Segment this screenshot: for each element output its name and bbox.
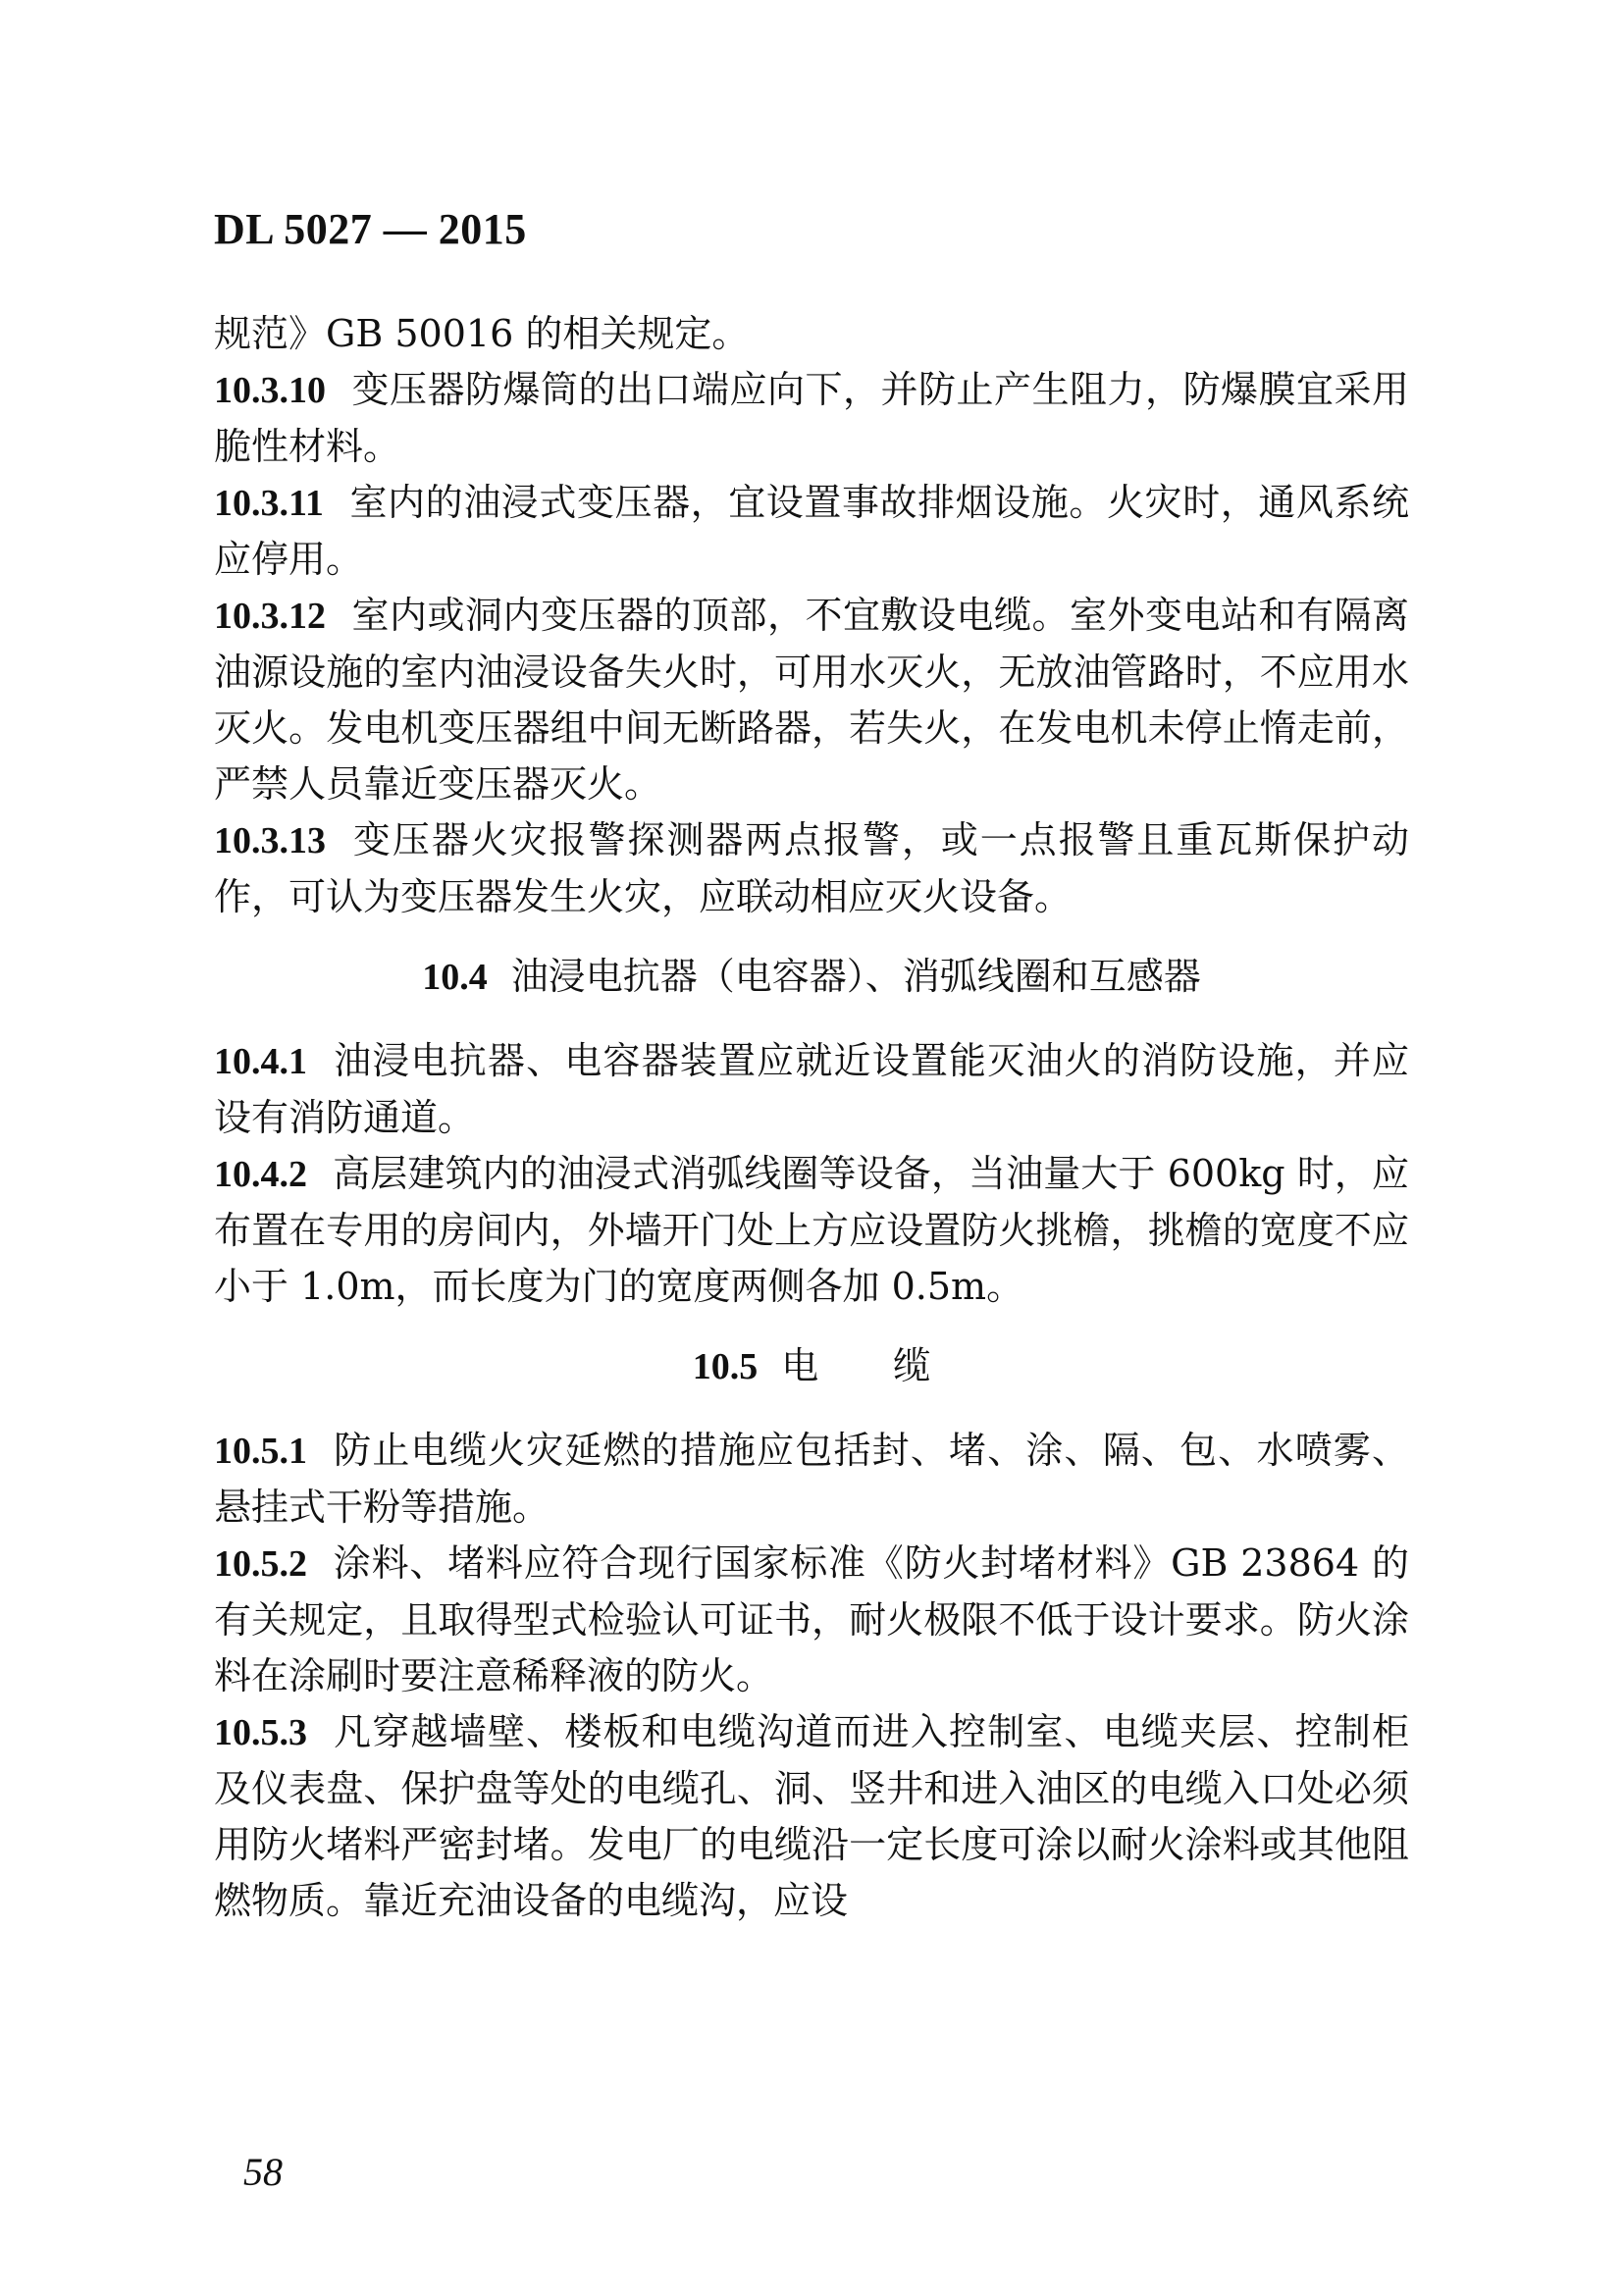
clause-number: 10.3.13 bbox=[214, 820, 326, 861]
section-heading-10-5 bbox=[214, 1338, 1409, 1395]
document-body bbox=[214, 306, 1409, 1929]
clause-text: 变压器防爆筒的出口端应向下，并防止产生阻力，防爆膜宜采用脆性材料。 bbox=[214, 368, 1409, 468]
clause-text: 高层建筑内的油浸式消弧线圈等设备，当油量大于 600kg 时，应布置在专用的房间内，外墙开门处上方应设置防火挑檐，挑檐的宽度不应小于 1.0m，而长度为门的宽度两侧各加 0.5m。 bbox=[214, 1152, 1409, 1308]
clause-continuation bbox=[214, 306, 1409, 362]
clause-10-5-1 bbox=[214, 1423, 1409, 1536]
clause-text: 室内的油浸式变压器，宜设置事故排烟设施。火灾时，通风系统应停用。 bbox=[214, 481, 1409, 581]
clause-number: 10.5.3 bbox=[214, 1712, 307, 1753]
clause-number: 10.5.1 bbox=[214, 1431, 307, 1472]
clause-text: 凡穿越墙壁、楼板和电缆沟道而进入控制室、电缆夹层、控制柜及仪表盘、保护盘等处的电缆孔、洞、竖井和进入油区的电缆入口处必须用防火堵料严密封堵。发电厂的电缆沿一定长度可涂以耐火涂料或其他阻燃物质。靠近充油设备的电缆沟，应设 bbox=[214, 1710, 1409, 1922]
clause-10-3-12 bbox=[214, 588, 1409, 812]
section-number: 10.4 bbox=[422, 957, 488, 998]
clause-number: 10.5.2 bbox=[214, 1543, 307, 1585]
clause-number: 10.4.2 bbox=[214, 1154, 307, 1195]
standard-code-header: DL 5027 — 2015 bbox=[214, 205, 527, 253]
clause-text: 室内或洞内变压器的顶部，不宜敷设电缆。室外变电站和有隔离油源设施的室内油浸设备失火时，可用水灭火，无放油管路时，不应用水灭火。发电机变压器组中间无断路器，若失火，在发电机未停止惰走前，严禁人员靠近变压器灭火。 bbox=[214, 594, 1409, 806]
clause-10-4-2 bbox=[214, 1146, 1409, 1315]
clause-number: 10.3.12 bbox=[214, 596, 326, 637]
clause-10-3-13 bbox=[214, 812, 1409, 925]
clause-number: 10.3.10 bbox=[214, 370, 326, 411]
clause-10-5-2 bbox=[214, 1536, 1409, 1704]
section-title: 电 缆 bbox=[781, 1344, 931, 1387]
clause-10-4-1 bbox=[214, 1033, 1409, 1146]
clause-10-3-10 bbox=[214, 362, 1409, 475]
section-number: 10.5 bbox=[692, 1346, 759, 1387]
section-title: 油浸电抗器（电容器）、消弧线圈和互感器 bbox=[510, 955, 1201, 998]
clause-number: 10.4.1 bbox=[214, 1041, 307, 1082]
clause-text: 规范》GB 50016 的相关规定。 bbox=[214, 312, 750, 355]
clause-text: 防止电缆火灾延燃的措施应包括封、堵、涂、隔、包、水喷雾、悬挂式干粉等措施。 bbox=[214, 1429, 1409, 1529]
clause-number: 10.3.11 bbox=[214, 483, 324, 524]
page-number: 58 bbox=[243, 2150, 283, 2194]
section-heading-10-4 bbox=[214, 949, 1409, 1006]
clause-10-3-11 bbox=[214, 475, 1409, 588]
clause-text: 油浸电抗器、电容器装置应就近设置能灭油火的消防设施，并应设有消防通道。 bbox=[214, 1039, 1409, 1139]
clause-text: 变压器火灾报警探测器两点报警，或一点报警且重瓦斯保护动作，可认为变压器发生火灾，应联动相应灭火设备。 bbox=[214, 818, 1409, 918]
clause-10-5-3 bbox=[214, 1704, 1409, 1929]
clause-text: 涂料、堵料应符合现行国家标准《防火封堵材料》GB 23864 的有关规定，且取得型式检验认可证书，耐火极限不低于设计要求。防火涂料在涂刷时要注意稀释液的防火。 bbox=[214, 1541, 1409, 1697]
